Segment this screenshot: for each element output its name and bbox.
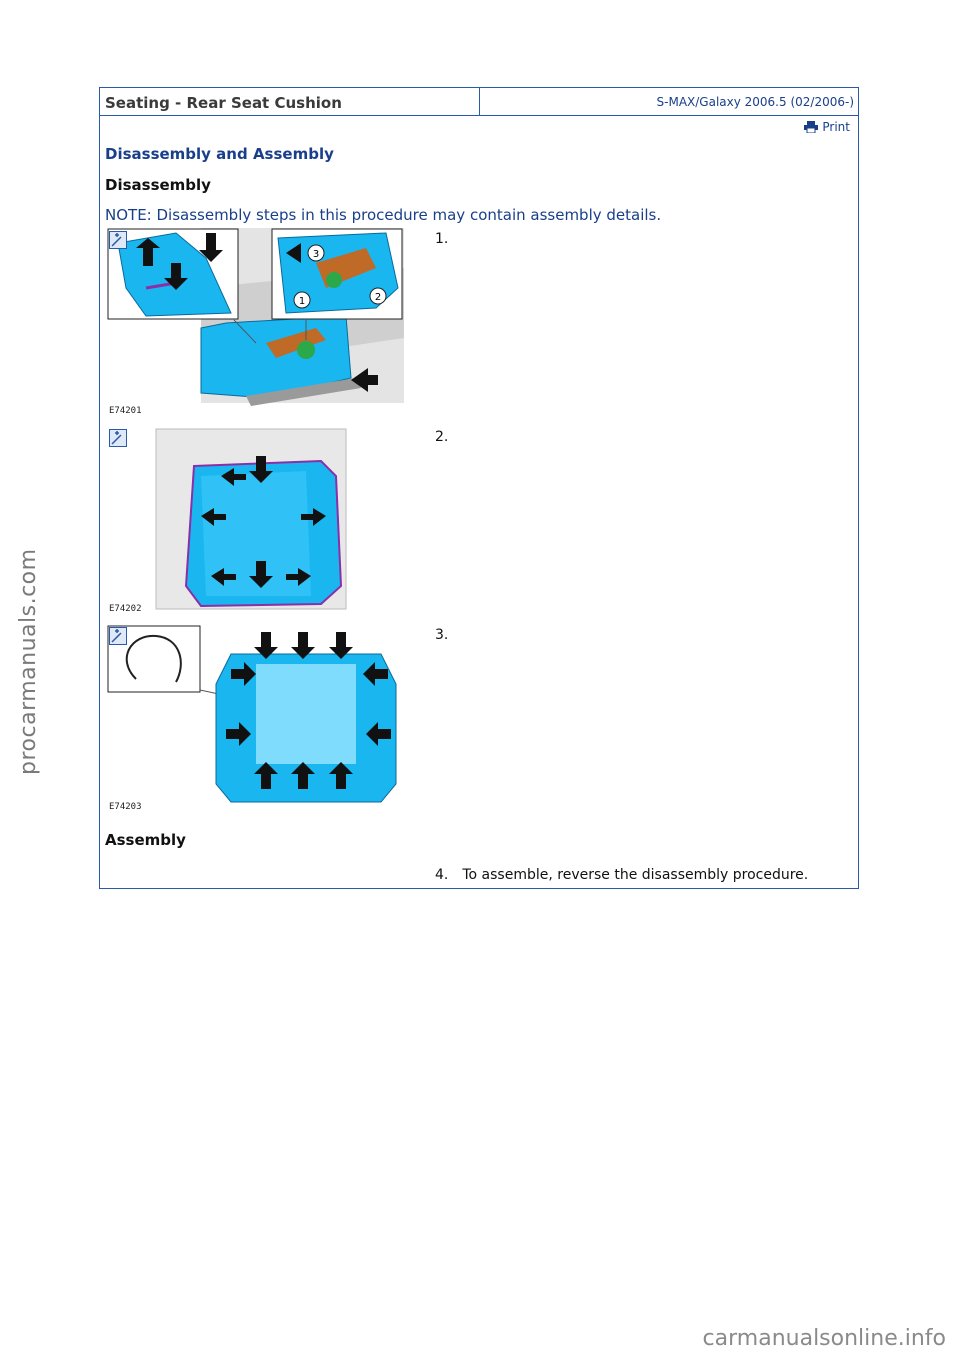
header-row bbox=[100, 88, 858, 116]
zoom-icon[interactable] bbox=[109, 627, 127, 645]
page-frame bbox=[99, 87, 859, 889]
model-label: S-MAX/Galaxy 2006.5 (02/2006-) bbox=[656, 95, 854, 109]
figure-step-1-illustration bbox=[106, 228, 404, 418]
step-number-3: 3. bbox=[435, 627, 449, 643]
figure-step-3-illustration bbox=[106, 624, 404, 814]
watermark-bottom: carmanualsonline.info bbox=[702, 1326, 946, 1351]
print-icon bbox=[804, 121, 818, 133]
step-number-1: 1. bbox=[435, 231, 449, 247]
step-4 bbox=[435, 867, 808, 883]
step-number-2: 2. bbox=[435, 429, 449, 445]
figure-step-3 bbox=[106, 624, 404, 814]
watermark-left: procarmanuals.com bbox=[16, 548, 41, 775]
section-title: Disassembly and Assembly bbox=[105, 145, 334, 163]
print-link[interactable] bbox=[804, 120, 850, 134]
step-number-4: 4. bbox=[435, 867, 449, 883]
callout-3: 3 bbox=[312, 249, 320, 260]
callout-1: 1 bbox=[298, 296, 306, 307]
procedure-note: NOTE: Disassembly steps in this procedure may contain assembly details. bbox=[105, 206, 662, 224]
figure-step-2-illustration bbox=[106, 426, 404, 616]
document-title: Seating - Rear Seat Cushion bbox=[105, 94, 342, 112]
print-label: Print bbox=[822, 120, 850, 134]
figure-code: E74203 bbox=[109, 802, 142, 812]
disassembly-heading: Disassembly bbox=[105, 176, 211, 194]
assembly-heading: Assembly bbox=[105, 831, 186, 849]
step-4-text: To assemble, reverse the disassembly procedure. bbox=[462, 867, 809, 883]
callout-2: 2 bbox=[374, 292, 382, 303]
zoom-icon[interactable] bbox=[109, 231, 127, 249]
zoom-icon[interactable] bbox=[109, 429, 127, 447]
figure-step-2 bbox=[106, 426, 404, 616]
figure-code: E74201 bbox=[109, 406, 142, 416]
figure-code: E74202 bbox=[109, 604, 142, 614]
header-divider bbox=[479, 88, 480, 115]
figure-step-1 bbox=[106, 228, 404, 418]
